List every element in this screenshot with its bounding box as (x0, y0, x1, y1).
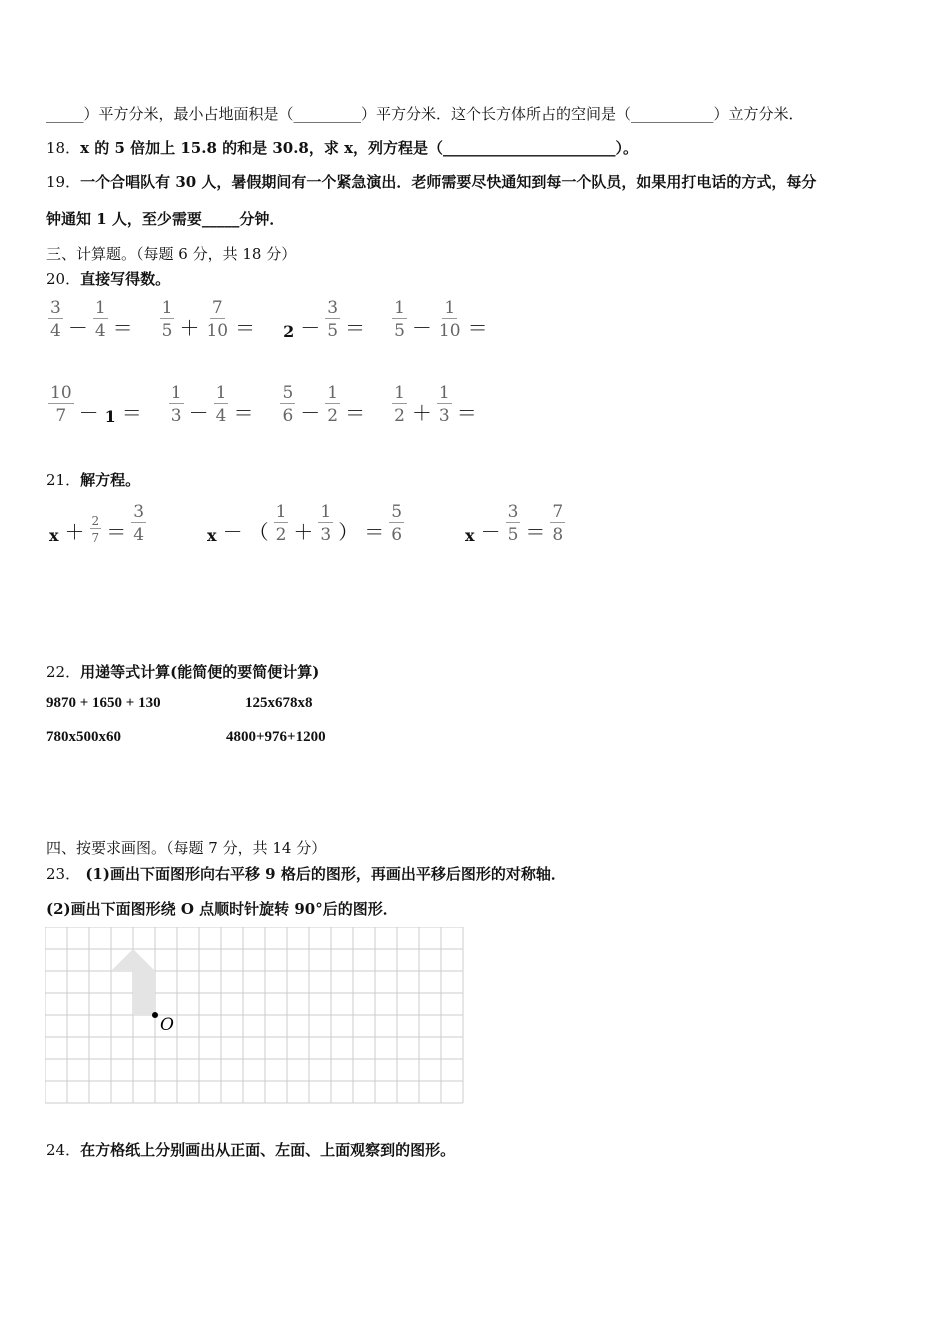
q-number: 24． (46, 1141, 81, 1159)
q-number: 18． (46, 139, 81, 157)
q21-equations (46, 502, 589, 545)
fraction (550, 502, 565, 545)
q20-row-1 (46, 298, 513, 341)
calc-item: 780x500x60 (46, 729, 121, 745)
math-symbol: 2 (283, 322, 295, 341)
expr (280, 298, 368, 341)
fraction (437, 383, 452, 426)
q20-row-2 (46, 383, 502, 426)
expr (158, 298, 258, 341)
math-symbol: ＋ (293, 520, 314, 544)
q-number: 21． (46, 471, 81, 489)
fraction (48, 383, 74, 426)
point-o-label: O (160, 1015, 174, 1035)
equation (462, 502, 567, 545)
fraction (392, 383, 407, 426)
math-symbol: － (188, 401, 209, 425)
fraction (169, 383, 184, 426)
math-symbol: － (300, 401, 321, 425)
fraction (90, 514, 102, 545)
denominator: 2 (394, 406, 405, 426)
numerator: 7 (552, 502, 564, 522)
denominator: 6 (282, 406, 294, 426)
question-21 (46, 469, 140, 490)
numerator: 1 (170, 383, 182, 403)
question-19-line2: 钟通知 1 人，至少需要_____分钟． (46, 210, 285, 228)
numerator: 1 (394, 383, 405, 403)
expr (46, 383, 145, 426)
math-symbol: － (300, 316, 321, 340)
math-symbol: － (222, 520, 243, 544)
denominator: 10 (206, 321, 229, 341)
fraction (214, 383, 229, 426)
math-symbol: － (411, 316, 432, 340)
q17-continuation: _____）平方分米，最小占地面积是（_________）平方分米．这个长方体所占的空间是（___________）立方分米． (46, 105, 804, 123)
math-symbol: ＝ (467, 316, 488, 340)
numerator: 1 (444, 298, 456, 318)
calc-item: 125x678x8 (245, 695, 313, 711)
math-symbol: ＋ (64, 520, 85, 544)
math-symbol: ＝ (235, 316, 256, 340)
math-symbol: （ (248, 520, 269, 544)
question-23 (46, 863, 566, 884)
denominator: 6 (391, 525, 403, 545)
q-number: 20． (46, 270, 81, 288)
math-symbol: ＝ (345, 316, 366, 340)
fraction (318, 502, 333, 545)
numerator: 10 (50, 383, 72, 403)
numerator: 5 (282, 383, 294, 403)
fraction (274, 502, 289, 545)
q-text: 在方格纸上分别画出从正面、左面、上面观察到的图形。 (80, 1141, 456, 1159)
section-3-heading: 三、计算题。（每题 6 分，共 18 分） (46, 245, 297, 263)
question-22 (46, 661, 319, 682)
fraction (392, 298, 407, 341)
section-4-heading: 四、按要求画图。（每题 7 分，共 14 分） (46, 839, 327, 857)
numerator: 1 (94, 298, 106, 318)
q-text: 直接写得数。 (80, 270, 171, 288)
denominator: 7 (55, 406, 67, 426)
expr (167, 383, 257, 426)
equation (204, 502, 406, 545)
math-symbol: ＝ (112, 316, 133, 340)
math-symbol: － (480, 520, 501, 544)
math-symbol: x (465, 526, 475, 545)
question-18 (46, 137, 638, 158)
math-symbol: － (78, 401, 99, 425)
fraction (48, 298, 63, 341)
fraction (204, 298, 230, 341)
question-24 (46, 1139, 455, 1160)
math-symbol: ＝ (364, 520, 385, 544)
q-text: x 的 5 倍加上 15.8 的和是 30.8，求 x，列方程是（_______________________）。 (80, 139, 639, 157)
calc-item: 4800+976+1200 (226, 729, 326, 745)
math-symbol: － (67, 316, 88, 340)
denominator: 2 (275, 525, 287, 545)
numerator: 1 (394, 298, 405, 318)
math-symbol: x (207, 526, 217, 545)
numerator: 2 (91, 514, 100, 528)
numerator: 1 (215, 383, 227, 403)
question-23-part2: (2)画出下面图形绕 O 点顺时针旋转 90°后的图形． (46, 900, 398, 918)
math-symbol: x (49, 526, 59, 545)
denominator: 5 (161, 321, 173, 341)
fraction (506, 502, 521, 545)
numerator: 1 (327, 383, 339, 403)
expr (390, 298, 490, 341)
q-number: 22． (46, 663, 81, 681)
numerator: 1 (320, 502, 332, 522)
numerator: 1 (438, 383, 450, 403)
point-o (152, 1012, 158, 1018)
denominator: 3 (320, 525, 332, 545)
expr (46, 298, 136, 341)
denominator: 4 (50, 321, 61, 341)
denominator: 4 (133, 525, 145, 545)
q-text: (1)画出下面图形向右平移 9 格后的图形，再画出平移后图形的对称轴． (85, 865, 566, 883)
math-symbol: ＝ (525, 520, 546, 544)
denominator: 7 (91, 531, 100, 545)
fraction (325, 383, 340, 426)
numerator: 7 (211, 298, 223, 318)
question-20 (46, 268, 170, 289)
denominator: 2 (327, 406, 339, 426)
expr (390, 383, 480, 426)
numerator: 1 (275, 502, 287, 522)
numerator: 3 (327, 298, 339, 318)
math-symbol: ＋ (179, 316, 200, 340)
fraction (131, 502, 146, 545)
arrow-shaft (133, 971, 155, 1015)
fraction (389, 502, 404, 545)
denominator: 8 (552, 525, 564, 545)
numerator: 3 (50, 298, 61, 318)
denominator: 5 (507, 525, 519, 545)
q-text: 解方程。 (80, 471, 141, 489)
calc-item: 9870 + 1650 + 130 (46, 695, 161, 711)
numerator: 3 (133, 502, 145, 522)
math-symbol: 1 (104, 407, 116, 426)
grid-figure (45, 927, 465, 1105)
fraction (93, 298, 108, 341)
arrow-head (111, 949, 155, 971)
expr (278, 383, 368, 426)
q-text: 一个合唱队有 30 人，暑假期间有一个紧急演出．老师需要尽快通知到每一个队员，如果用打电话的方式，每分 (80, 173, 817, 191)
question-19 (46, 171, 816, 192)
fraction (437, 298, 463, 341)
denominator: 3 (170, 406, 182, 426)
denominator: 4 (94, 321, 106, 341)
fraction (280, 383, 295, 426)
math-symbol: ＝ (121, 401, 142, 425)
fraction (325, 298, 340, 341)
denominator: 4 (215, 406, 227, 426)
fraction (160, 298, 175, 341)
equation (46, 502, 148, 545)
q-number: 23． (46, 865, 81, 883)
denominator: 3 (438, 406, 450, 426)
math-symbol: ＝ (345, 401, 366, 425)
math-symbol: ＝ (233, 401, 254, 425)
denominator: 5 (327, 321, 339, 341)
denominator: 10 (438, 321, 461, 341)
math-symbol: ＋ (411, 401, 432, 425)
numerator: 5 (391, 502, 403, 522)
math-symbol: ＝ (456, 401, 477, 425)
math-symbol: ） (338, 520, 359, 544)
q-text: 用递等式计算(能简便的要简便计算) (80, 663, 320, 681)
denominator: 5 (394, 321, 405, 341)
q-number: 19． (46, 173, 81, 191)
numerator: 1 (161, 298, 173, 318)
numerator: 3 (507, 502, 519, 522)
math-symbol: ＝ (106, 520, 127, 544)
